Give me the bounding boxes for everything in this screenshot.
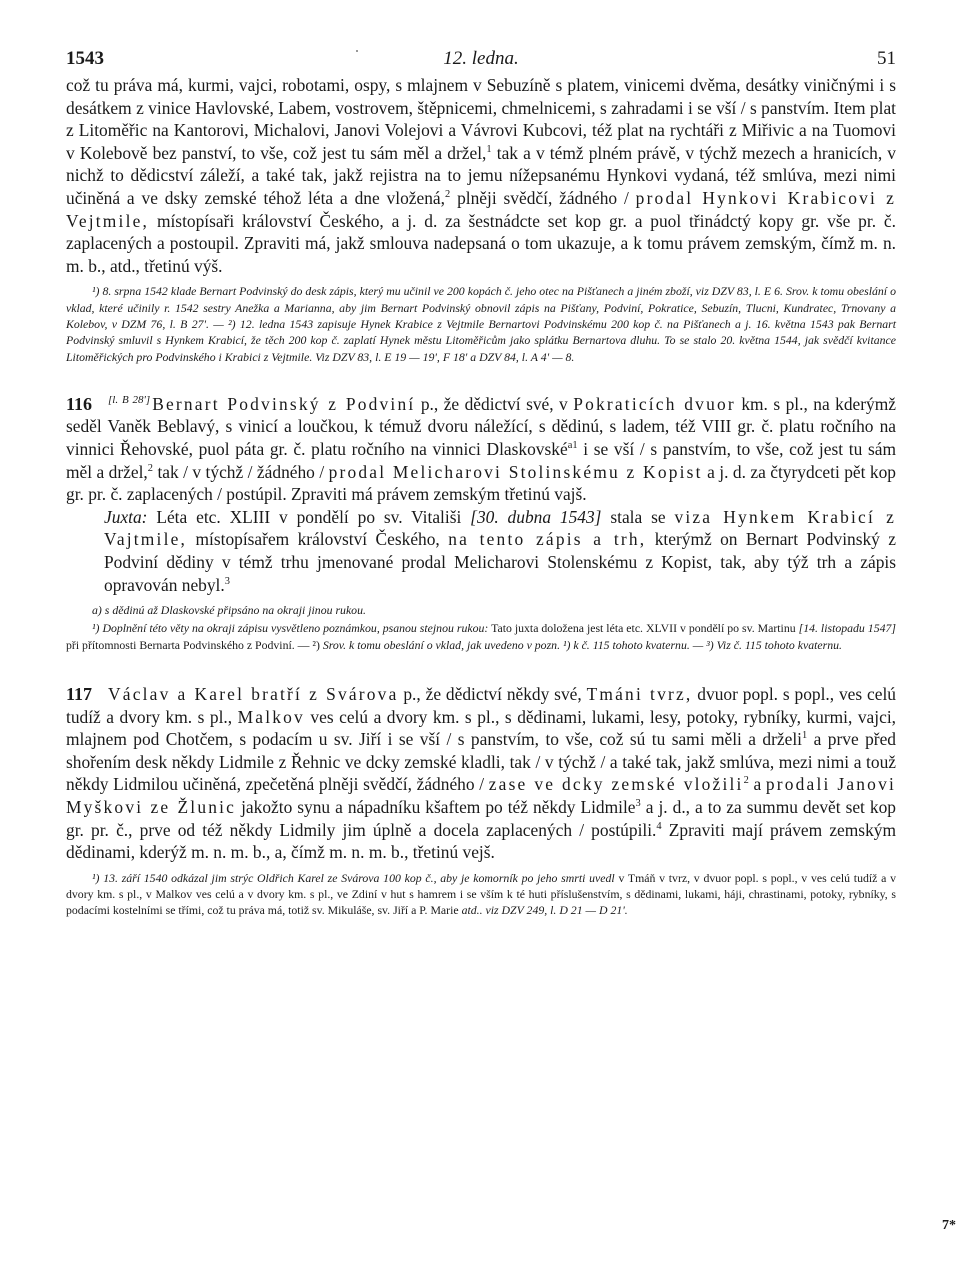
- footnote-ref: a1: [567, 440, 578, 452]
- spaced-name: Tmáni tvrz,: [586, 684, 693, 705]
- entry-116-text: [66, 393, 896, 506]
- note-text: v Tmáň v tvrz, v dvuor popl. s popl., v ves celú tudíž a v dvory km. s pl., v Malkov ves celú a v dvory km. s pl., ve Zdiní v hut s hamrem i se vším k té huti příslušenstvím, s dědinami, lukami, háji, chrastinami, potoky, rybníky, s podacími kostelními se třími, což tu práva má, totiž sv. Mikuláše, sv. Jiří a P. Marie: [66, 870, 896, 918]
- running-header: [66, 40, 896, 74]
- entry-117-text: [66, 683, 896, 864]
- folio-reference: [l. B 28']: [108, 394, 151, 407]
- footnote-ref: 2: [147, 462, 154, 474]
- note-text: při přítomnosti Bernarta Podvinského z Podviní. — ²): [66, 637, 323, 652]
- footnote-ref: 1: [802, 730, 808, 742]
- footnote-ref: 3: [224, 575, 230, 587]
- spaced-name: zase ve dcky zemské vložili: [488, 774, 744, 795]
- footnote-ref: 4: [656, 820, 662, 832]
- entry-117: [66, 683, 896, 919]
- entry-116: [66, 393, 896, 653]
- text-run: ves celú a dvory km. s pl., s dědinami, lukami, lesy, potoky, rybníky, kurmi, vajci, mlajnem pod Chotčem, s podacím u sv. Jiří i se vší / s panstvím, to vše, což sú tu sami měli a drželi: [66, 706, 896, 750]
- text-run: plněji svědčí, žádného /: [450, 187, 636, 208]
- entry-number: 116: [66, 393, 93, 414]
- text-run: tak a v témž plném právě, v týchž mezech a hranicích, v nichž to dědicství záleží, a také tak, jakž rejistra na to jemu nížepsanému Hynkovi vydaná, též smlúva, mezi nimi učiněná a ve dsky zemské téhož léta a dne vložená,: [66, 142, 896, 208]
- spaced-name: Malkov: [237, 706, 305, 727]
- text-run: a prve před shořením desk někdy Lidmile z Řehnic ve dcky zemské kladli, tak / v týchž / a také tak, jakž smlúva, mezi nimi a touž někdy Lidmilou učiněná, zpečetěná plněji svědčí, žádného /: [66, 729, 896, 795]
- spaced-name: prodal Hynkovi Krabicovi z Vejtmile,: [66, 187, 897, 231]
- signature-mark: 7*: [942, 1218, 956, 1233]
- text-run: tak / v týchž / žádného /: [153, 461, 329, 482]
- text-run: dvuor popl. s popl., ves celú tudíž a dvory km. s pl.,: [66, 684, 897, 727]
- text-run: a j. d. za čtyrydceti pět kop gr. pr. č. zaplacených / postúpil. Zpraviti má právem zemským třetinú vajš.: [66, 461, 896, 505]
- footnotes-block-3: [66, 870, 896, 919]
- document-page: [66, 40, 896, 919]
- year-heading: 1543: [66, 48, 104, 69]
- running-title: 12. ledna.: [443, 48, 519, 69]
- spaced-name: na tento zápis a trh,: [448, 529, 647, 550]
- text-run: km. s pl., na kderýmž seděl Vaněk Beblavý, s vinicí a loučkou, k témuž dvoru náležící, s dědinú, s ladem, též VIII gr. č. platu ročního na vinnici Řehovské, puol páta gr. č. platu ročního na vinnici Dlaskovské: [66, 393, 896, 460]
- spaced-name: prodal Melicharovi Stolinskému z Kopist: [328, 461, 703, 482]
- spaced-name: viza Hynkem Krabicí z Vajtmile,: [104, 506, 896, 550]
- text-run: což tu práva má, kurmi, vajci, robotami, ospy, s mlajnem v Sebuzíně s platem, vinicemi dvěma, desátky viničnými i s desátkem z vinice Havlovské, Labem, vostrovem, štěpnicemi, chmelnicemi, s zahradami i se vší / s panstvím. Item plat z Litoměřic na Kantorovi, Michalovi, Janovi Volejovi a Vávrovi Kubcovi, též plat na rychtáři z Miřivic a na Tuomovi v Kolebově bez panství, to vše, což jest tu sám měl a držel,: [66, 75, 896, 163]
- text-run: stala se: [601, 506, 675, 527]
- text-run: Zpraviti mají právem zemským dědinami, kderýž m. n. m. b., a, čímž m. n. m. b., třetinú vejš.: [66, 819, 896, 863]
- spaced-name: Bernart Podvinský z Podviní: [152, 393, 416, 414]
- text-run: a: [748, 774, 766, 795]
- note-text: Tato juxta doložena jest léta etc. XLVII v pondělí po sv. Martinu: [488, 621, 799, 636]
- juxta-paragraph: [104, 506, 896, 596]
- text-run: i se vší / s panstvím, to vše, což jest tu sám měl a držel,: [66, 439, 896, 482]
- footnote-ref: 2: [444, 189, 451, 201]
- text-run: Léta etc. XLIII v pondělí po sv. Vitališi: [147, 506, 471, 527]
- footnote-a: a) s dědinú až Dlaskovské připsáno na okraji jinou rukou.: [92, 603, 366, 618]
- footnote-ref: 3: [635, 798, 641, 810]
- note-text: ¹) 13. září 1540 odkázal jim strýc Oldřich Karel ze Svárova 100 kop č., aby je komorník po jeho smrti uvedl: [92, 870, 615, 885]
- juxta-label: Juxta:: [104, 506, 148, 527]
- text-run: kterýmž on Bernart Podvinský z Podviní dědiny v témž trhu jmenované prodal Melicharovi Stolenskému z Kopist, tak, aby týž trh a zápis opravován nebyl.: [104, 529, 896, 595]
- text-run: místopísaři království Českého, a j. d. za šestnádcte set kop gr. a puol třinádctý kopy gr. vše pr. č. zaplacených a postoupil. Zpraviti má, jakž smlouva nadepsaná o tom ukazuje, a k tomu právem zemským, čímž m. n. m. b., atd., třetinú výš.: [66, 210, 896, 276]
- footnotes-block-1: ¹) 8. srpna 1542 klade Bernart Podvinský do desk zápis, který mu učinil ve 200 kopách č. jeho otec na Pišťanech a jiném zboží, viz DZV 83, l. E 6. Srov. k tomu obeslání o vklad, které učinily r. 1542 sestry Anežka a Marianna, aby jim Bernart Podvinský obnovil zápis na Pišťany, Podviní, Pokratice, Sebuzín, Tlucni, Kundratec, Trnovany a Kolebov, v DZM 76, l. B 27'. — ²) 12. ledna 1543 zapisuje Hynek Krabice z Vejtmile Bernartovi Podvinskému 200 kop č. na Pišťanech a j. 16. května 1543 pak Bernart Podvinský smluvil s Hynkem Krabicí, že těch 200 kop č. zaplatí Hynek městu Litoměřicům jako splátku Bernartova dluhu. To se stalo 20. května 1544, jak svědčí kvitance Litoměřických pro Podvinského i Krabici z Vejtmile. Viz DZV 83, l. E 19 — 19', F 18' a DZV 84, l. A 4' — 8.: [66, 284, 896, 364]
- text-run: a j. d., a to za summu devět set kop gr. pr. č., prve od též někdy Lidmily jim úplně a docela zaplacených / postúpili.: [66, 797, 896, 840]
- note-text: [14. listopadu 1547]: [798, 621, 896, 636]
- spaced-name: prodali Janovi Myškovi ze Žlunic: [66, 774, 896, 818]
- text-run: p., že dědictví někdy své,: [398, 684, 587, 705]
- footnotes-block-2: [66, 620, 896, 653]
- footnote-ref: 2: [743, 775, 749, 787]
- note-text: Srov. k tomu obeslání o vklad, jak uvedeno v pozn. ¹) k č. 115 tohoto kvaternu. — ³) Viz č. 115 tohoto kvaternu.: [322, 637, 842, 652]
- spaced-name: Václav a Karel bratří z Svárova: [108, 684, 399, 705]
- spaced-name: Pokraticích dvuor: [573, 393, 736, 414]
- text-run: jakožto synu a nápadníku kšaftem po též někdy Lidmile: [236, 797, 636, 818]
- footnote-ref: 1: [486, 143, 492, 155]
- continued-entry-text: [66, 74, 896, 277]
- text-run: p., že dědictví své, v: [415, 393, 574, 414]
- note-text: ¹) Doplnění této věty na okraji zápisu vysvětleno poznámkou, psanou stejnou rukou:: [92, 621, 489, 636]
- text-run: místopísařem království Českého,: [187, 529, 449, 550]
- page-number: 51: [877, 48, 896, 69]
- note-text: atd.. viz DZV 249, l. D 21 — D 21'.: [461, 903, 628, 918]
- entry-number: 117: [66, 684, 93, 705]
- editorial-date: [30. dubna 1543]: [470, 506, 602, 527]
